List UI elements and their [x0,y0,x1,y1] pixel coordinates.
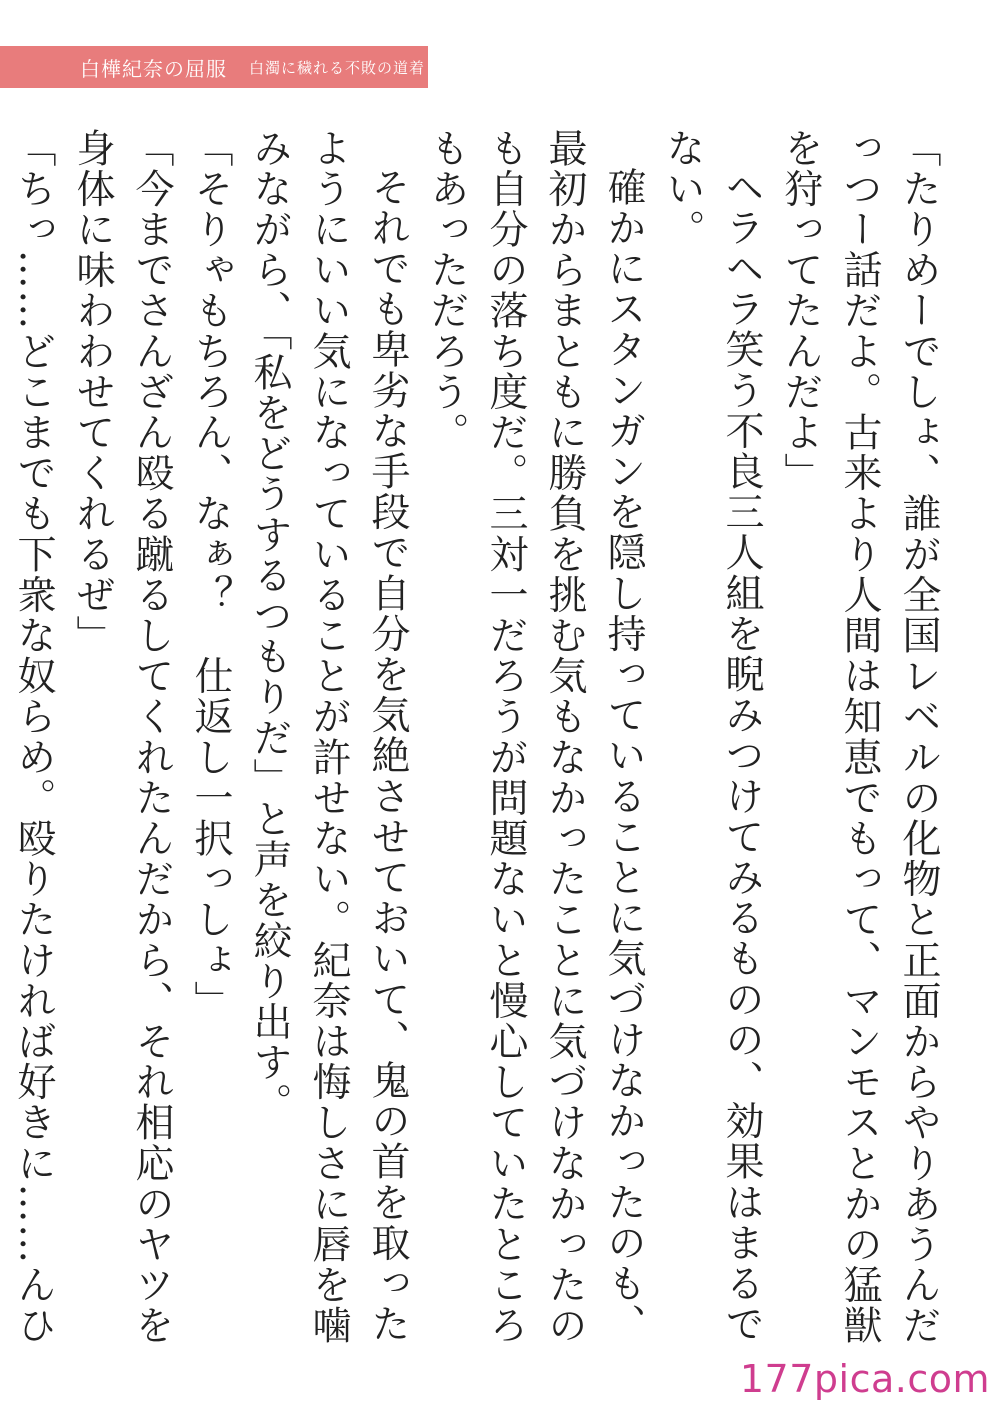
paragraph: 「そりゃもちろん、なぁ？ 仕返し一択っしょ」 [188,128,233,1022]
site-watermark: 177pica.com [739,1357,990,1401]
chapter-subtitle: 白濁に穢れる不敗の道着 [249,58,426,77]
paragraph: ヘラヘラ笑う不良三人組を睨みつけてみるものの、効果はまるでない。 [660,128,764,1345]
paragraph: 「今までさんざん殴る蹴るしてくれたんだから、それ相応のヤツを身体に味わわせてくれるぜ」 [70,128,174,1346]
chapter-header-band [0,46,428,88]
paragraph: それでも卑劣な手段で自分を気絶させておいて、鬼の首を取ったようにいい気になっていることが許せない。紀奈は悔しさに唇を噛みながら、「私をどうするつもりだ」と声を絞り出す。 [247,128,410,1346]
paragraph: 確かにスタンガンを隠し持っていることに気づけなかったのも、最初からまともに勝負を挑む気もなかったことに気づけなかったのも自分の落ち度だ。三対一だろうが問題ないと慢心していたところもあっただろう。 [424,128,646,1346]
book-title: 白樺紀奈の屈服 [80,56,227,81]
vertical-text-body [11,128,948,1358]
paragraph: 「たりめーでしょ、誰が全国レベルの化物と正面からやりあうんだっつー話だよ。古来より人間は知恵でもって、マンモスとかの猛獣を狩ってたんだよ」 [778,128,941,1346]
paragraph: 「ちっ……どこまでも下衆な奴らめ。殴りたければ好きに……んひ [11,128,56,1346]
